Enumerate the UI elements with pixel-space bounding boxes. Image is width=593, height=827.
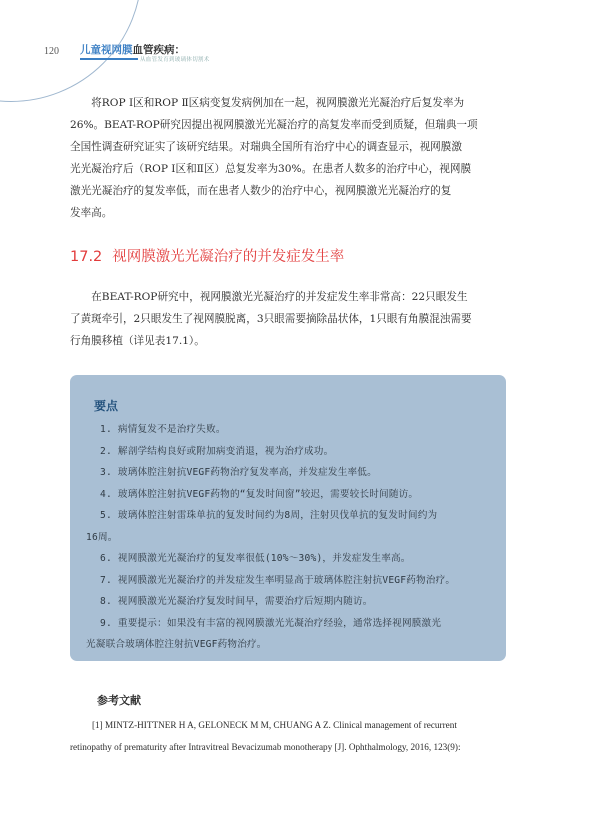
book-title-part2: 血管疾病： <box>132 44 185 56</box>
book-title-part1: 儿童视网膜 <box>80 44 133 56</box>
key-point: 7. 视网膜激光光凝治疗的并发症发生率明显高于玻璃体腔注射抗VEGF药物治疗。 <box>100 574 456 586</box>
header-rule <box>80 58 138 60</box>
section-title: 视网膜激光光凝治疗的并发症发生率 <box>112 249 345 265</box>
references-heading: 参考文献 <box>97 694 141 707</box>
key-point: 3. 玻璃体腔注射抗VEGF药物治疗复发率高，并发症发生率低。 <box>100 467 377 478</box>
reference-line: [1] MINTZ-HITTNER H A, GELONECK M M, CHUANG A Z. Clinical management of recurrent <box>92 720 457 730</box>
section-number: 17.2 <box>70 249 103 265</box>
key-points-box <box>70 375 506 661</box>
text-line: 在BEAT-ROP研究中，视网膜激光光凝治疗的并发症发生率非常高：22只眼发生 <box>70 291 468 303</box>
text-line: 激光光凝治疗的复发率低，而在患者人数少的治疗中心，视网膜激光光凝治疗的复 <box>70 185 452 197</box>
key-point: 8. 视网膜激光光凝治疗复发时间早，需要治疗后短期内随访。 <box>100 596 373 607</box>
key-points-title: 要点 <box>94 399 119 413</box>
body-paragraph-1 <box>70 92 510 224</box>
running-header-subtitle: 从血管发育到玻璃体切割术 <box>140 57 210 63</box>
text-line: 26%。BEAT-ROP研究因提出视网膜激光光凝治疗的高复发率而受到质疑，但瑞典一项 <box>70 119 478 131</box>
key-point: 4. 玻璃体腔注射抗VEGF药物的“复发时间窗”较迟，需要较长时间随访。 <box>100 488 419 500</box>
key-point: 5. 玻璃体腔注射雷珠单抗的复发时间约为8周，注射贝伐单抗的复发时间约为 <box>100 510 438 521</box>
key-points-list <box>70 421 506 658</box>
key-point-continuation: 16周。 <box>86 531 118 543</box>
key-point-continuation: 光凝联合玻璃体腔注射抗VEGF药物治疗。 <box>86 639 267 650</box>
text-line: 光光凝治疗后（ROP Ⅰ区和Ⅱ区）总复发率为30%。在患者人数多的治疗中心，视网膜 <box>70 163 472 175</box>
key-point: 1. 病情复发不是治疗失败。 <box>100 424 226 435</box>
reference-line: retinopathy of prematurity after Intravitreal Bevacizumab monotherapy [J]. Ophthalmology, 2016, 123(9): <box>70 742 461 752</box>
text-line: 行角膜移植（详见表17.1）。 <box>70 335 205 347</box>
text-line: 全国性调查研究证实了该研究结果。对瑞典全国所有治疗中心的调查显示，视网膜激 <box>70 141 462 153</box>
text-line: 了黄斑牵引，2只眼发生了视网膜脱离，3只眼需要摘除晶状体，1只眼有角膜混浊需要 <box>70 313 472 325</box>
key-point: 6. 视网膜激光光凝治疗的复发率很低(10%～30%)，并发症发生率高。 <box>100 553 411 564</box>
key-point: 9. 重要提示：如果没有丰富的视网膜激光光凝治疗经验，通常选择视网膜激光 <box>100 617 442 629</box>
key-point: 2. 解剖学结构良好或附加病变消退，视为治疗成功。 <box>100 445 334 457</box>
text-line: 将ROP Ⅰ区和ROP Ⅱ区病变复发病例加在一起，视网膜激光光凝治疗后复发率为 <box>70 97 465 109</box>
page-number: 120 <box>44 46 59 57</box>
body-paragraph-2 <box>70 286 510 352</box>
reference-list <box>70 714 510 758</box>
section-heading <box>70 245 344 266</box>
text-line: 发率高。 <box>70 207 113 219</box>
